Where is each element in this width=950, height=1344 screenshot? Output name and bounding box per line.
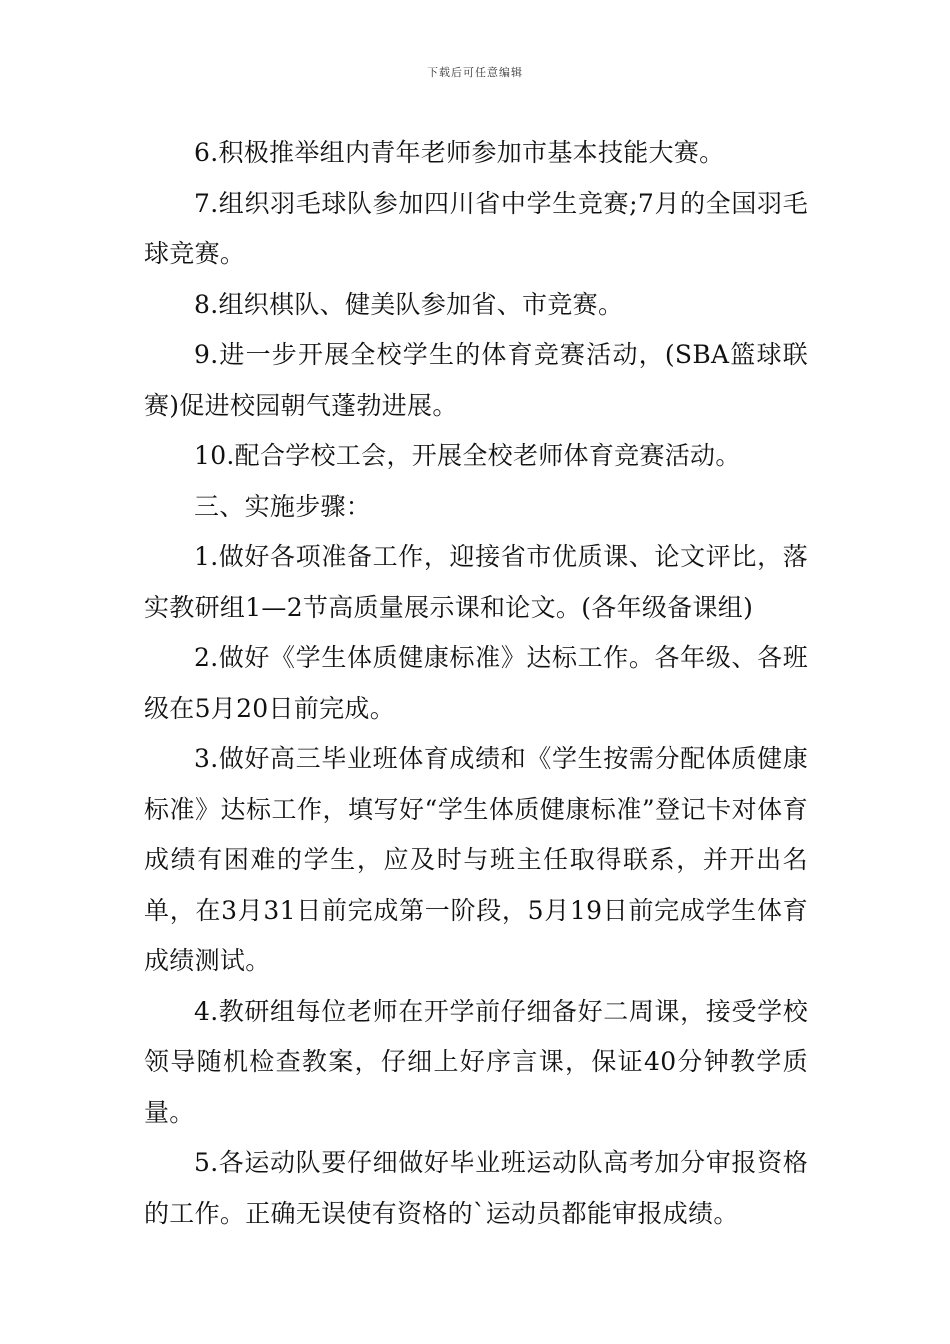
- section-heading-implementation-steps: 三、实施步骤：: [194, 491, 372, 521]
- step-item-5: 5.各运动队要仔细做好毕业班运动队高考加分审报资格的工作。正确无误使有资格的`运动员都能审报成绩。: [144, 1148, 808, 1228]
- paragraph-item-10: 10.配合学校工会，开展全校老师体育竞赛活动。: [194, 441, 741, 470]
- step-item-2: 2.做好《学生体质健康标准》达标工作。各年级、各班级在5月20日前完成。: [144, 643, 808, 723]
- header-note: 下载后可任意编辑: [427, 66, 523, 79]
- paragraph-item-8: 8.组织棋队、健美队参加省、市竞赛。: [194, 289, 624, 319]
- step-item-3: 3.做好高三毕业班体育成绩和《学生按需分配体质健康标准》达标工作，填写好“学生体质健康标准”登记卡对体育成绩有困难的学生，应及时与班主任取得联系，并开出名单，在3月31日前完成第一阶段，5月19日前完成学生体育成绩测试。: [144, 744, 808, 975]
- step-item-4: 4.教研组每位老师在开学前仔细备好二周课，接受学校领导随机检查教案，仔细上好序言课，保证40分钟教学质量。: [144, 996, 808, 1127]
- paragraph-item-7: 7.组织羽毛球队参加四川省中学生竞赛;7月的全国羽毛球竞赛。: [144, 188, 808, 268]
- paragraph-item-6: 6.积极推举组内青年老师参加市基本技能大赛。: [194, 138, 725, 167]
- document-body: [144, 128, 808, 1239]
- step-item-1: 1.做好各项准备工作，迎接省市优质课、论文评比，落实教研组1—2节高质量展示课和论文。(各年级备课组): [144, 542, 808, 622]
- paragraph-item-9: 9.进一步开展全校学生的体育竞赛活动，(SBA篮球联赛)促进校园朝气蓬勃进展。: [144, 340, 808, 420]
